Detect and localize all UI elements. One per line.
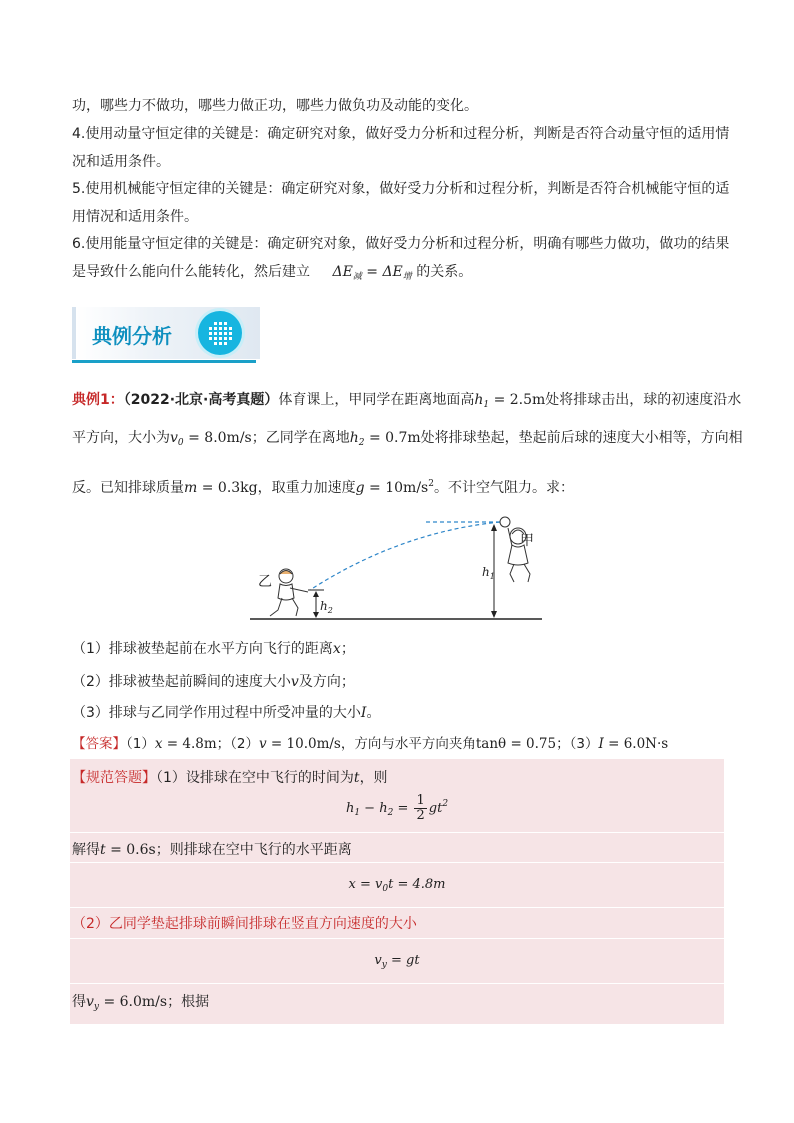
label-yi: 乙 [258, 574, 272, 590]
intro-line-3: 况和适用条件。 [72, 154, 170, 170]
intro-line-5: 用情况和适用条件。 [72, 209, 198, 225]
intro-line-7-prefix: 是导致什么能向什么能转化，然后建立 [72, 264, 310, 280]
section-banner [72, 307, 256, 363]
example-source: （2022·北京·高考真题） [123, 392, 279, 408]
solution-step-4: 得$v_y = 6.0m/s$；根据 [72, 994, 210, 1012]
person-yi [270, 569, 308, 616]
example-label: 典例1： [72, 392, 124, 408]
answer-tag: 【答案】 [72, 736, 126, 752]
intro-line-7 [72, 262, 472, 287]
solution-step-2: 解得t = 0.6s；则排球在空中飞行的水平距离 [72, 842, 352, 858]
intro-line-4: 5.使用机械能守恒定律的关键是：确定研究对象，做好受力分析和过程分析，判断是否符合机械能守恒的适 [72, 181, 730, 197]
intro-line-6: 6.使用能量守恒定律的关键是：确定研究对象，做好受力分析和过程分析，明确有哪些力做功，做功的结果 [72, 236, 730, 252]
section-title: 典例分析 [92, 324, 172, 348]
label-h1: $h_1$ [482, 565, 495, 581]
example-paragraph-1: 典例1：（2022·北京·高考真题）体育课上，甲同学在距离地面高$h_1 = 2.5m$处将排球击出，球的初速度沿水 [72, 392, 742, 410]
solution-step-3: （2）乙同学垫起排球前瞬间排球在竖直方向速度的大小 [72, 916, 417, 932]
answer-line: 【答案】（1）x = 4.8m；（2）v = 10.0m/s，方向与水平方向夹角tanθ = 0.75；（3）I = 6.0N·s [72, 736, 669, 752]
label-jia: 甲 [520, 533, 534, 549]
solution-step-1: 【规范答题】（1）设排球在空中飞行的时间为t，则 [72, 770, 388, 786]
equation-2: $x = v_0t = 4.8m$ [348, 877, 446, 894]
equation-1: $h_1 - h_2$ = $\frac{1}{2}$ $gt^2$ [345, 793, 449, 823]
question-1: （1）排球被垫起前在水平方向飞行的距离x； [72, 641, 355, 657]
volleyball-figure [250, 512, 550, 624]
intro-line-7-suffix: 的关系。 [416, 264, 473, 280]
volleyball-top [500, 517, 510, 527]
intro-line-2: 4.使用动量守恒定律的关键是：确定研究对象，做好受力分析和过程分析，判断是否符合动量守恒的适用情 [72, 126, 730, 142]
example-paragraph-2: 平方向，大小为$v_0 = 8.0m/s$；乙同学在离地$h_2 = 0.7m$处将排球垫起，垫起前后球的速度大小相等，方向相 [72, 430, 743, 448]
question-2: （2）排球被垫起前瞬间的速度大小v及方向； [72, 674, 355, 690]
dot-grid-icon [198, 311, 242, 355]
energy-formula: $\Delta E_减 = \Delta E_增$ [332, 264, 412, 282]
solution-tag: 【规范答题】 [72, 770, 156, 786]
equation-3: $v_y$ = gt [374, 953, 420, 970]
example-paragraph-3: 反。已知排球质量m = 0.3kg，取重力加速度$g = 10m/s^2$。不计空气阻力。求： [72, 479, 574, 496]
trajectory-curve [310, 522, 500, 590]
question-3: （3）排球与乙同学作用过程中所受冲量的大小I。 [72, 705, 381, 721]
intro-line-1: 功，哪些力不做功，哪些力做正功，哪些力做负功及动能的变化。 [72, 98, 478, 114]
label-h2: $h_2$ [320, 599, 333, 615]
